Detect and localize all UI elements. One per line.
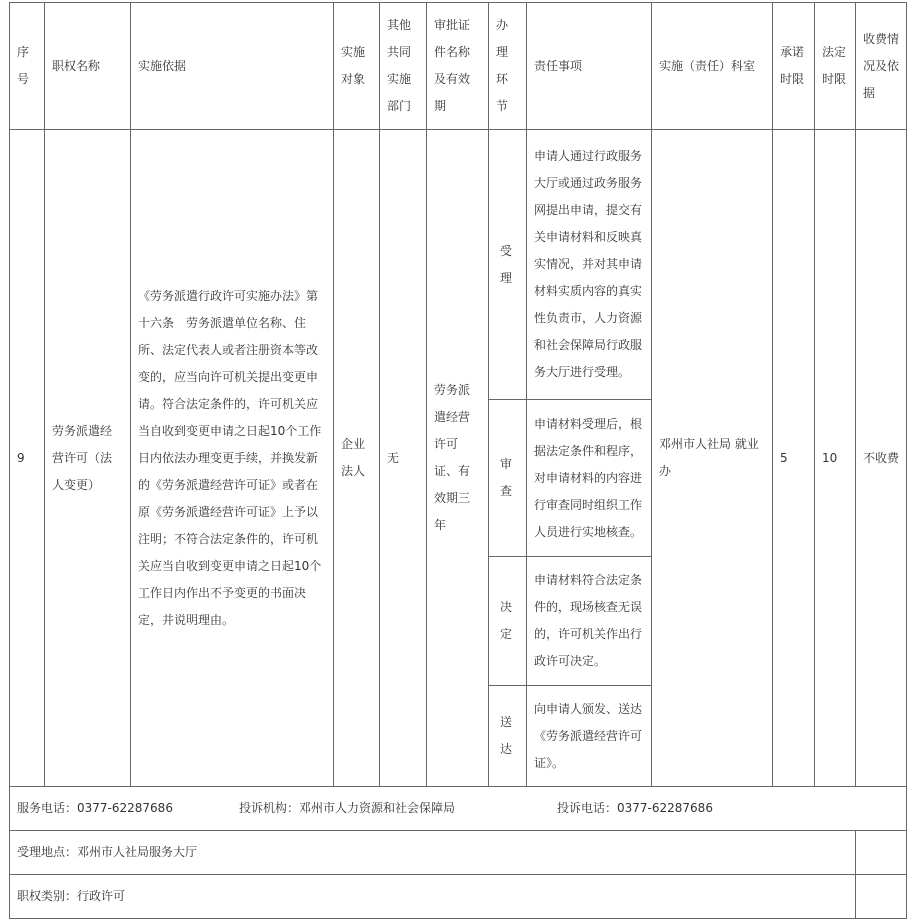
cell-promised: 5 <box>773 130 815 787</box>
cell-basis: 《劳务派遣行政许可实施办法》第十六条 劳务派遣单位名称、住所、法定代表人或者注册资本等改变的，应当向许可机关提出变更申请。符合法定条件的，许可机关应当自收到变更申请之日起10个工作日内依法办理变更手续，并换发新的《劳务派遣经营许可证》或者在原《劳务派遣经营许可证》上予以注明；不符合法定条件的，许可机关应当自收到变更申请之日起10个工作日内作出不予变更的书面决定，并说明理由。 <box>131 130 334 787</box>
empty-cell <box>856 831 907 875</box>
cell-fee: 不收费 <box>856 130 907 787</box>
header-legal: 法定时限 <box>815 3 856 130</box>
footer-contact <box>10 787 907 831</box>
service-phone: 服务电话：0377-62287686 <box>17 801 173 815</box>
cell-stage-accept: 受理 <box>489 130 527 400</box>
header-stage: 办理环节 <box>489 3 527 130</box>
footer-contact-row <box>10 787 907 831</box>
header-no: 序号 <box>10 3 45 130</box>
header-basis: 实施依据 <box>131 3 334 130</box>
cell-duty-deliver: 向申请人颁发、送达《劳务派遣经营许可证》。 <box>527 686 652 787</box>
cell-certificate: 劳务派遣经营许可证、有效期三年 <box>427 130 489 787</box>
table-row <box>10 130 907 400</box>
header-target: 实施对象 <box>334 3 380 130</box>
header-name: 职权名称 <box>45 3 131 130</box>
cell-stage-deliver: 送达 <box>489 686 527 787</box>
cell-target: 企业法人 <box>334 130 380 787</box>
cell-legal: 10 <box>815 130 856 787</box>
footer-location-row <box>10 831 907 875</box>
header-duty: 责任事项 <box>527 3 652 130</box>
cell-other-dept: 无 <box>380 130 427 787</box>
cell-name: 劳务派遣经营许可（法人变更） <box>45 130 131 787</box>
header-fee: 收费情况及依据 <box>856 3 907 130</box>
header-promised: 承诺时限 <box>773 3 815 130</box>
cell-no: 9 <box>10 130 45 787</box>
cell-office: 邓州市人社局 就业办 <box>652 130 773 787</box>
header-office: 实施（责任）科室 <box>652 3 773 130</box>
power-list-table <box>9 2 907 919</box>
cell-stage-review: 审查 <box>489 400 527 557</box>
cell-duty-decide: 申请材料符合法定条件的，现场核查无误的，许可机关作出行政许可决定。 <box>527 557 652 686</box>
header-row <box>10 3 907 130</box>
power-category: 职权类别：行政许可 <box>10 875 856 919</box>
cell-duty-accept: 申请人通过行政服务大厅或通过政务服务网提出申请，提交有关申请材料和反映真实情况，并对其申请材料实质内容的真实性负责市，人力资源和社会保障局行政服务大厅进行受理。 <box>527 130 652 400</box>
header-other-dept: 其他共同实施部门 <box>380 3 427 130</box>
header-certificate: 审批证件名称及有效期 <box>427 3 489 130</box>
empty-cell <box>856 875 907 919</box>
complaint-org: 投诉机构：邓州市人力资源和社会保障局 <box>239 801 456 815</box>
footer-category-row <box>10 875 907 919</box>
complaint-phone: 投诉电话：0377-62287686 <box>557 801 713 815</box>
cell-stage-decide: 决定 <box>489 557 527 686</box>
service-location: 受理地点：邓州市人社局服务大厅 <box>10 831 856 875</box>
cell-duty-review: 申请材料受理后，根据法定条件和程序，对申请材料的内容进行审查同时组织工作人员进行实地核查。 <box>527 400 652 557</box>
